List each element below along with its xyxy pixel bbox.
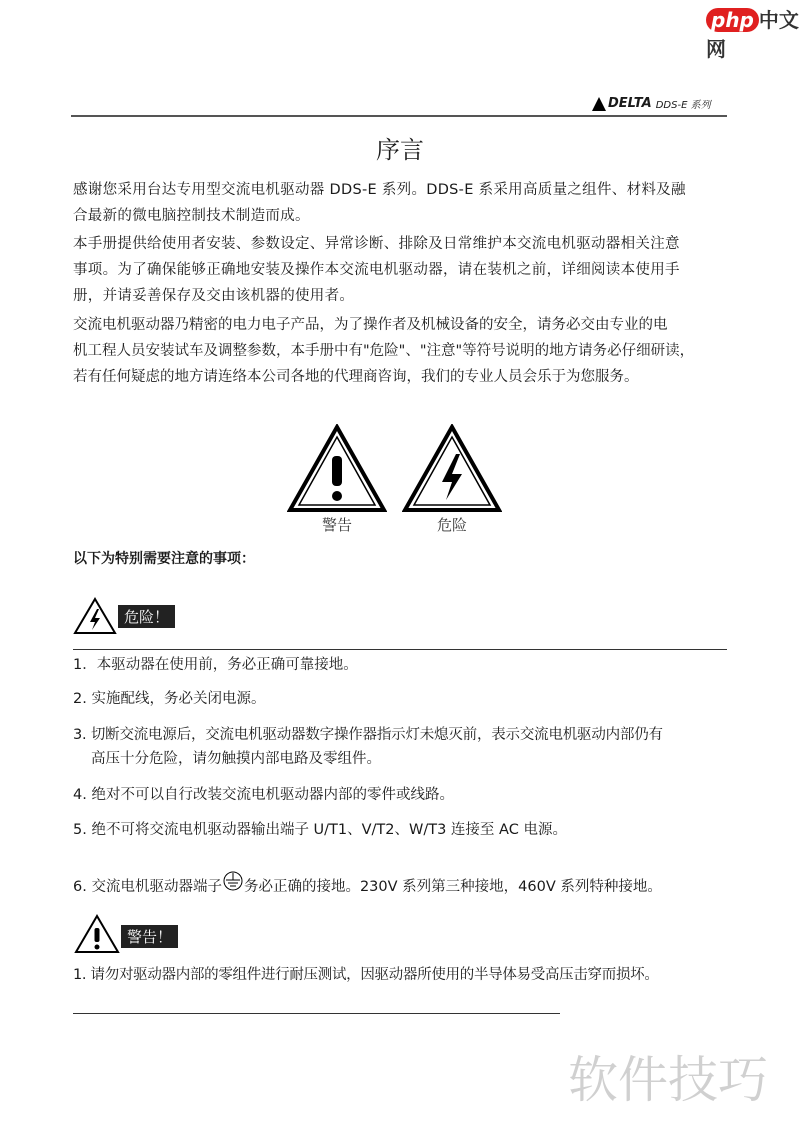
danger-item: 2. 实施配线，务必关闭电源。 xyxy=(73,691,266,707)
danger-symbol-label: 危险 xyxy=(437,516,468,534)
danger-item: 4. 绝对不可以自行改装交流电机驱动器内部的零件或线路。 xyxy=(73,787,454,803)
danger-rule xyxy=(73,649,727,650)
notice-heading: 以下为特别需要注意的事项： xyxy=(73,551,255,567)
paragraph-2: 本手册提供给使用者安装、参数设定、异常诊断、排除及日常维护本交流电机驱动器相关注意 事项。为了确保能够正确地安装及操作本交流电机驱动器，请在装机之前，详细阅读本使用手 册，并请妥善保存及交由该机器的使用者。 xyxy=(73,236,680,304)
warning-symbol-icon xyxy=(287,424,387,514)
header-rule xyxy=(71,115,727,117)
ground-symbol-icon xyxy=(222,870,244,894)
warning-item: 1. 请勿对驱动器内部的零组件进行耐压测试，因驱动器所使用的半导体易受高压击穿而损坏。 xyxy=(73,967,659,983)
danger-item: 5. 绝不可将交流电机驱动器输出端子 U/T1、V/T2、W/T3 连接至 AC 电源。 xyxy=(73,822,567,838)
site-watermark: php 中文网 xyxy=(706,8,799,61)
warning-small-icon xyxy=(74,914,120,954)
warning-tag: 警告！ xyxy=(121,925,178,948)
danger-item-continuation: 高压十分危险，请勿触摸内部电路及零组件。 xyxy=(91,751,381,767)
danger-small-icon xyxy=(73,597,117,635)
danger-tag: 危险！ xyxy=(118,605,175,628)
danger-item: 3. 切断交流电源后，交流电机驱动器数字操作器指示灯未熄灭前，表示交流电机驱动内部仍有 xyxy=(73,727,663,743)
paragraph-1: 感谢您采用台达专用型交流电机驱动器 DDS-E 系列。DDS-E 系采用高质量之组件、材料及融 合最新的微电脑控制技术制造而成。 xyxy=(73,182,686,224)
delta-triangle-icon xyxy=(592,97,606,111)
footer-rule xyxy=(73,1013,560,1014)
danger-item: 6. 交流电机驱动器端子 务必正确的接地。230V 系列第三种接地，460V 系列特种接地。 xyxy=(73,870,733,900)
danger-symbol-icon xyxy=(402,424,502,514)
paragraph-3: 交流电机驱动器乃精密的电力电子产品，为了操作者及机械设备的安全，请务必交由专业的电 机工程人员安装试车及调整参数，本手册中有"危险"、"注意"等符号说明的地方请务必仔细研读， 若有任何疑虑的地方请连络本公司各地的代理商咨询，我们的专业人员会乐于为您服务。 xyxy=(73,317,695,385)
page-title: 序言 xyxy=(376,136,424,164)
delta-logo: DELTA DDS-E 系列 xyxy=(592,96,711,111)
warning-symbol-label: 警告 xyxy=(322,516,353,534)
danger-item: 1．本驱动器在使用前，务必正确可靠接地。 xyxy=(73,657,358,673)
bottom-watermark: 软件技巧 xyxy=(568,1051,768,1109)
